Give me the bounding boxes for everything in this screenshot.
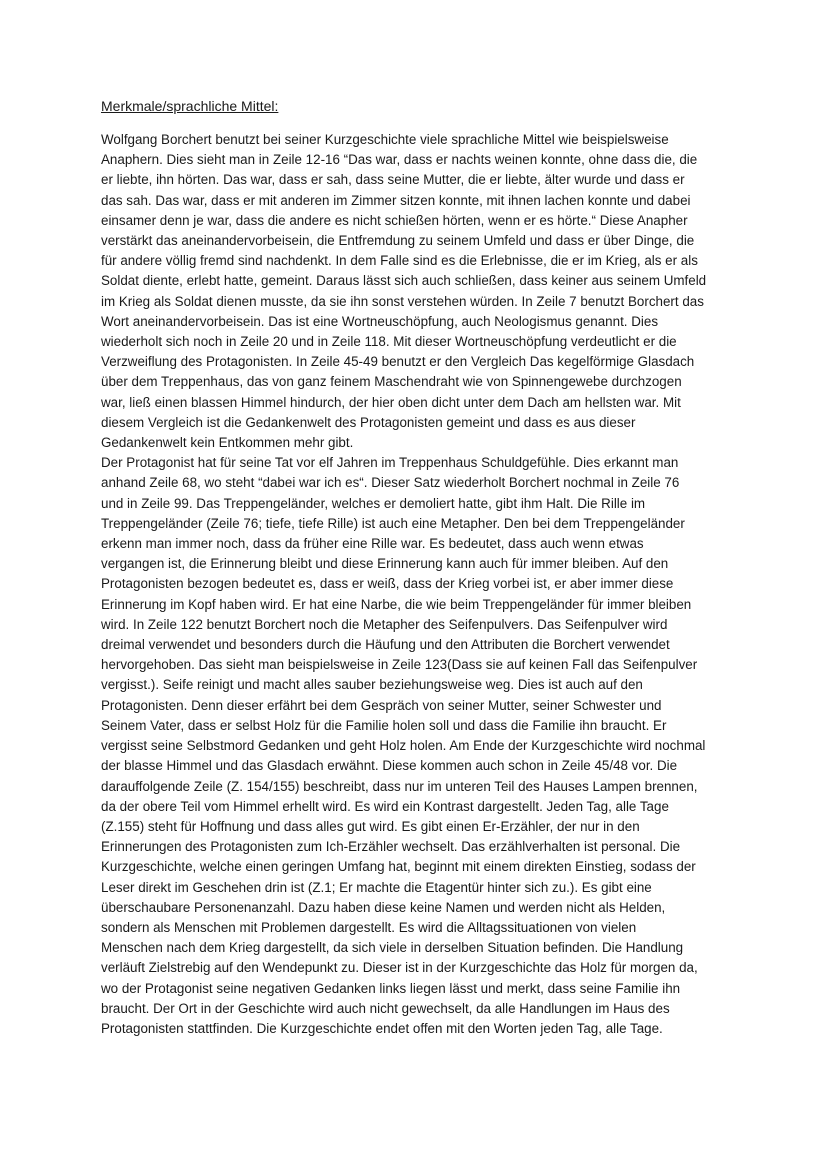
- paragraph-analysis: Der Protagonist hat für seine Tat vor elf Jahren im Treppenhaus Schuldgefühle. Dies erkannt man anhand Zeile 68, wo steht “dabei war ich es“. Dieser Satz wiederholt Borchert nochmal in Zeile 76 und in Zeile 99. Das Treppengeländer, welches er demoliert hatte, gibt ihm Halt. Die Rille im Treppengeländer (Zeile 76; tiefe, tiefe Rille) ist auch eine Metapher. Den bei dem Treppengeländer erkenn man immer noch, dass da früher eine Rille war. Es bedeutet, dass auch wenn etwas vergangen ist, die Erinnerung bleibt und diese Erinnerung kann auch für immer bleiben. Auf den Protagonisten bezogen bedeutet es, dass er weiß, dass der Krieg vorbei ist, er aber immer diese Erinnerung im Kopf haben wird. Er hat eine Narbe, die wie beim Treppengeländer für immer bleiben wird. In Zeile 122 benutzt Borchert noch die Metapher des Seifenpulvers. Das Seifenpulver wird dreimal verwendet und besonders durch die Häufung und den Attributen die Borchert verwendet hervorgehoben. Das sieht man beispielsweise in Zeile 123(Dass sie auf keinen Fall das Seifenpulver vergisst.). Seife reinigt und macht alles sauber beziehungsweise weg. Dies ist auch auf den Protagonisten. Denn dieser erfährt bei dem Gespräch von seiner Mutter, seiner Schwester und Seinem Vater, dass er selbst Holz für die Familie holen soll und dass die Familie ihn braucht. Er vergisst seine Selbstmord Gedanken und geht Holz holen. Am Ende der Kurzgeschichte wird nochmal der blasse Himmel und das Glasdach erwähnt. Diese kommen auch schon in Zeile 45/48 vor. Die darauffolgende Zeile (Z. 154/155) beschreibt, dass nur im unteren Teil des Hauses Lampen brennen, da der obere Teil vom Himmel erhellt wird. Es wird ein Kontrast dargestellt. Jeden Tag, alle Tage (Z.155) steht für Hoffnung und dass alles gut wird. Es gibt einen Er-Erzähler, der nur in den Erinnerungen des Protagonisten zum Ich-Erzähler wechselt. Das erzählverhalten ist personal. Die Kurzgeschichte, welche einen geringen Umfang hat, beginnt mit einem direkten Einstieg, sodass der Leser direkt im Geschehen drin ist (Z.1; Er machte die Etagentür hinter sich zu.). Es gibt eine überschaubare Personenanzahl. Dazu haben diese keine Namen und werden nicht als Helden, sondern als Menschen mit Problemen dargestellt. Es wird die Alltagssituationen von vielen Menschen nach dem Krieg dargestellt, da sich viele in derselben Situation befinden. Die Handlung verläuft Zielstrebig auf den Wendepunkt zu. Dieser ist in der Kurzgeschichte das Holz für morgen da, wo der Protagonist seine negativen Gedanken links liegen lässt und merkt, dass seine Familie ihn braucht. Der Ort in der Geschichte wird auch nicht gewechselt, da alle Handlungen im Haus des Protagonisten stattfinden. Die Kurzgeschichte endet offen mit den Worten jeden Tag, alle Tage.: [101, 455, 706, 1036]
- document-body: [101, 130, 723, 1039]
- paragraph-stylistic-devices: Wolfgang Borchert benutzt bei seiner Kurzgeschichte viele sprachliche Mittel wie beispielsweise Anaphern. Dies sieht man in Zeile 12-16 “Das war, dass er nachts weinen konnte, ohne dass die, die er liebte, ihn hörten. Das war, dass er sah, dass seine Mutter, die er liebte, älter wurde und dass er das sah. Das war, dass er mit anderen im Zimmer sitzen konnte, mit ihnen lachen konnte und dabei einsamer denn je war, dass die andere es nicht schießen hörten, wenn er es hörte.“ Diese Anapher verstärkt das aneinandervorbeisein, die Entfremdung zu seinem Umfeld und dass er über Dinge, die für andere völlig fremd sind nachdenkt. In dem Falle sind es die Erlebnisse, die er im Krieg, als er als Soldat diente, erlebt hatte, gemeint. Daraus lässt sich auch schließen, dass keiner aus seinem Umfeld im Krieg als Soldat dienen musste, da sie ihn sonst verstehen würden. In Zeile 7 benutzt Borchert das Wort aneinandervorbeisein. Das ist eine Wortneuschöpfung, auch Neologismus genannt. Dies wiederholt sich noch in Zeile 20 und in Zeile 118. Mit dieser Wortneuschöpfung verdeutlicht er die Verzweiflung des Protagonisten. In Zeile 45-49 benutzt er den Vergleich Das kegelförmige Glasdach über dem Treppenhaus, das von ganz feinem Maschendraht wie von Spinnengewebe durchzogen war, ließ einen blassen Himmel hindurch, der hier oben dicht unter dem Dach am hellsten war. Mit diesem Vergleich ist die Gedankenwelt des Protagonisten gemeint und dass es aus dieser Gedankenwelt kein Entkommen mehr gibt.: [101, 132, 707, 451]
- section-heading: Merkmale/sprachliche Mittel:: [101, 98, 279, 114]
